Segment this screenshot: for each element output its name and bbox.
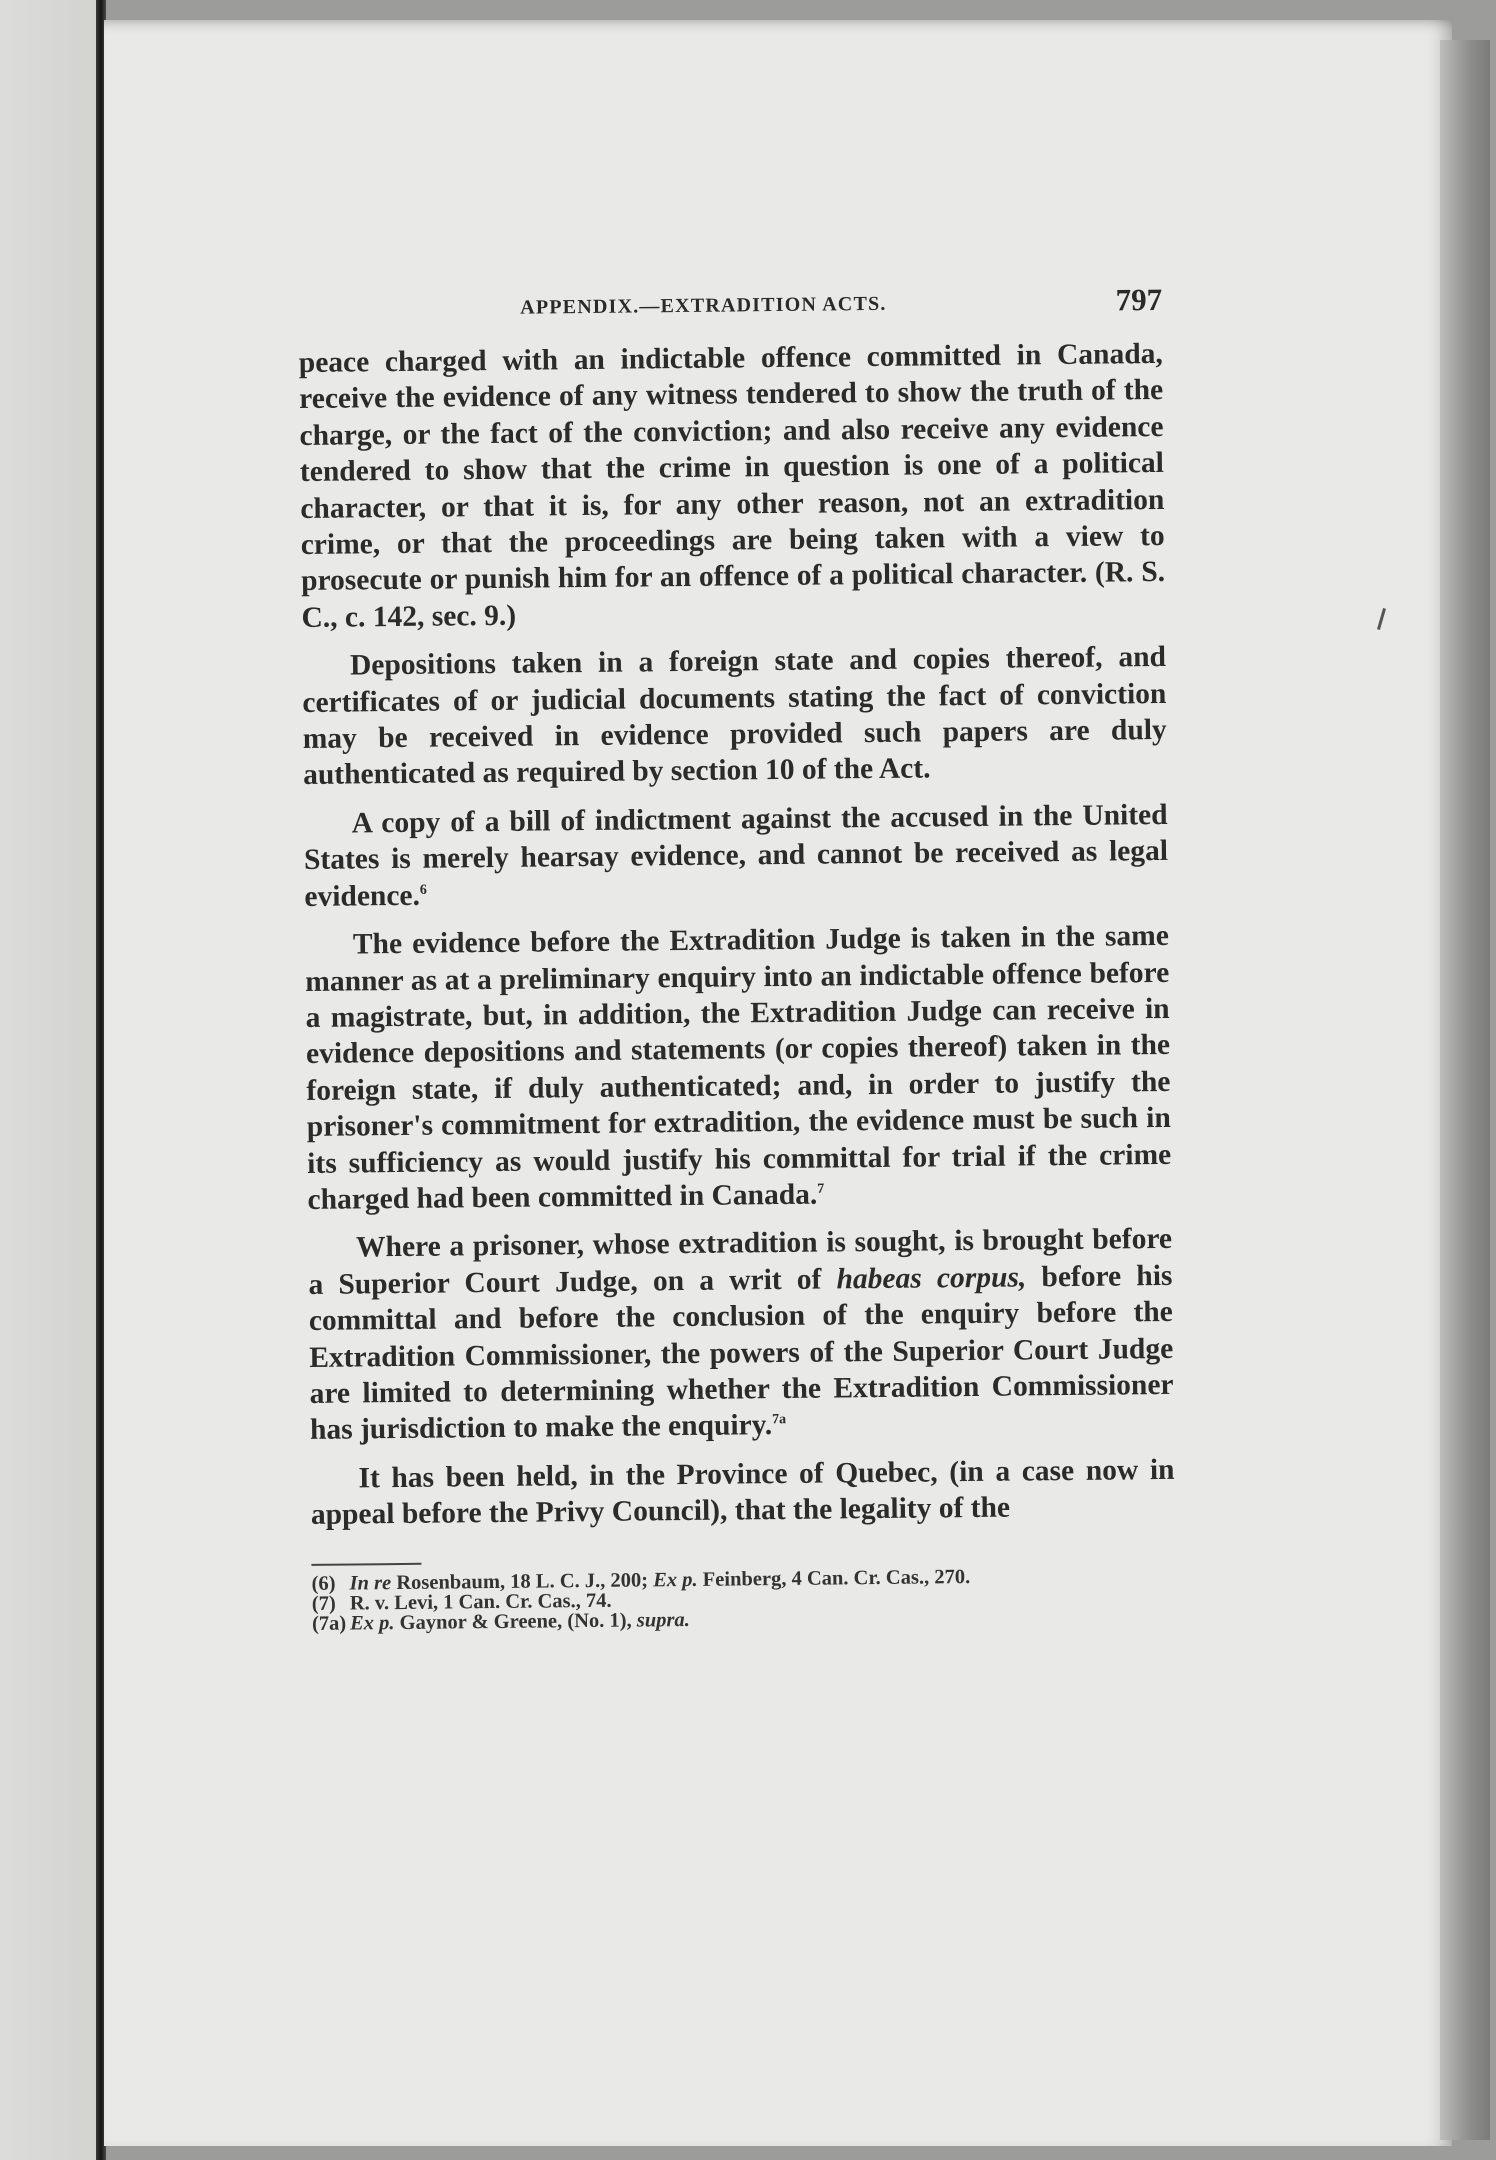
- page-header: [298, 276, 1163, 345]
- footnote-rule: [311, 1562, 421, 1565]
- text-run: peace charged with an indictable offence committed in Canada, receive the evidence of any witness tendered to show the truth of the charge, or the fact of the conviction; and also receive any evidence tendered to show that the crime in question is one of a political character, or that it is, for any other reason, not an extradition crime, or that the proceedings are being taken with a view to prosecute or punish him for an offence of a political character. (R. S. C., c. 142, sec. 9.): [298, 337, 1166, 634]
- text-run: Where a prisoner, whose extradition is sought, is brought before a Superior Court Judge, on a writ of: [308, 1223, 1173, 1301]
- text-run: R. v. Levi, 1 Can. Cr. Cas., 74.: [349, 1589, 612, 1615]
- text-run: It has been held, in the Province of Quebec, (in a case now in appeal before the Privy Council), that the legality of the: [310, 1453, 1175, 1532]
- paragraph: [308, 1221, 1174, 1448]
- footnote-reference: 7a: [772, 1412, 787, 1428]
- text-run: before his committal and before the conclusion of the enquiry before the Extradition Commissioner, the powers of the Superior Court Judge are limited to determining whether the Extradition Commissioner has jurisdiction to make the enquiry.: [308, 1259, 1174, 1447]
- text-run: Feinberg, 4 Can. Cr. Cas., 270.: [697, 1565, 971, 1591]
- page-number: 797: [1115, 281, 1163, 318]
- text-run: A copy of a bill of indictment against the accused in the United States is merely hearsay evidence, and cannot be received as legal evidence.: [303, 798, 1169, 913]
- paragraph: [302, 639, 1167, 794]
- italic-text: Ex p.: [653, 1568, 698, 1591]
- text-run: Gaynor & Greene, (No. 1),: [394, 1609, 637, 1634]
- paragraph: [305, 918, 1172, 1218]
- footnote-reference: 6: [419, 882, 427, 898]
- italic-text: In re: [349, 1571, 392, 1595]
- italic-text: Ex p.: [349, 1611, 395, 1635]
- text-run: Depositions taken in a foreign state and copies thereof, and certificates of or judicial documents stating the fact of conviction may be received in evidence provided such papers are duly authenticated as required by section 10 of the Act.: [302, 641, 1167, 792]
- paragraph: [310, 1452, 1175, 1534]
- italic-text: supra.: [636, 1608, 690, 1632]
- running-head: APPENDIX.—EXTRADITION ACTS.: [520, 292, 887, 319]
- paragraph: [303, 797, 1168, 915]
- italic-text: habeas corpus,: [836, 1261, 1027, 1296]
- facing-page: [0, 0, 100, 2160]
- page-edge-shadow: [1440, 40, 1490, 2140]
- body-text: [299, 336, 1175, 1534]
- footnote-mark: (7): [311, 1592, 336, 1615]
- footnotes: [311, 1564, 1176, 1633]
- footnote-reference: 7: [817, 1181, 825, 1197]
- paragraph: [299, 336, 1166, 636]
- text-run: The evidence before the Extradition Judge is taken in the same manner as at a preliminary enquiry into an indictable offence before a magistrate, but, in addition, the Extradition Judge can receive in evidence depositions and statements (or copies thereof) taken in the foreign state, if duly authenticated; and, in order to justify the prisoner's commitment for extradition, the evidence must be such in its sufficiency as would justify his committal for trial if the crime charged had been committed in Canada.: [305, 920, 1172, 1216]
- footnote-mark: (7a): [311, 1612, 347, 1635]
- page-text-block: [298, 276, 1176, 1634]
- text-run: Rosenbaum, 18 L. C. J., 200;: [391, 1568, 654, 1594]
- footnote-mark: (6): [311, 1572, 336, 1595]
